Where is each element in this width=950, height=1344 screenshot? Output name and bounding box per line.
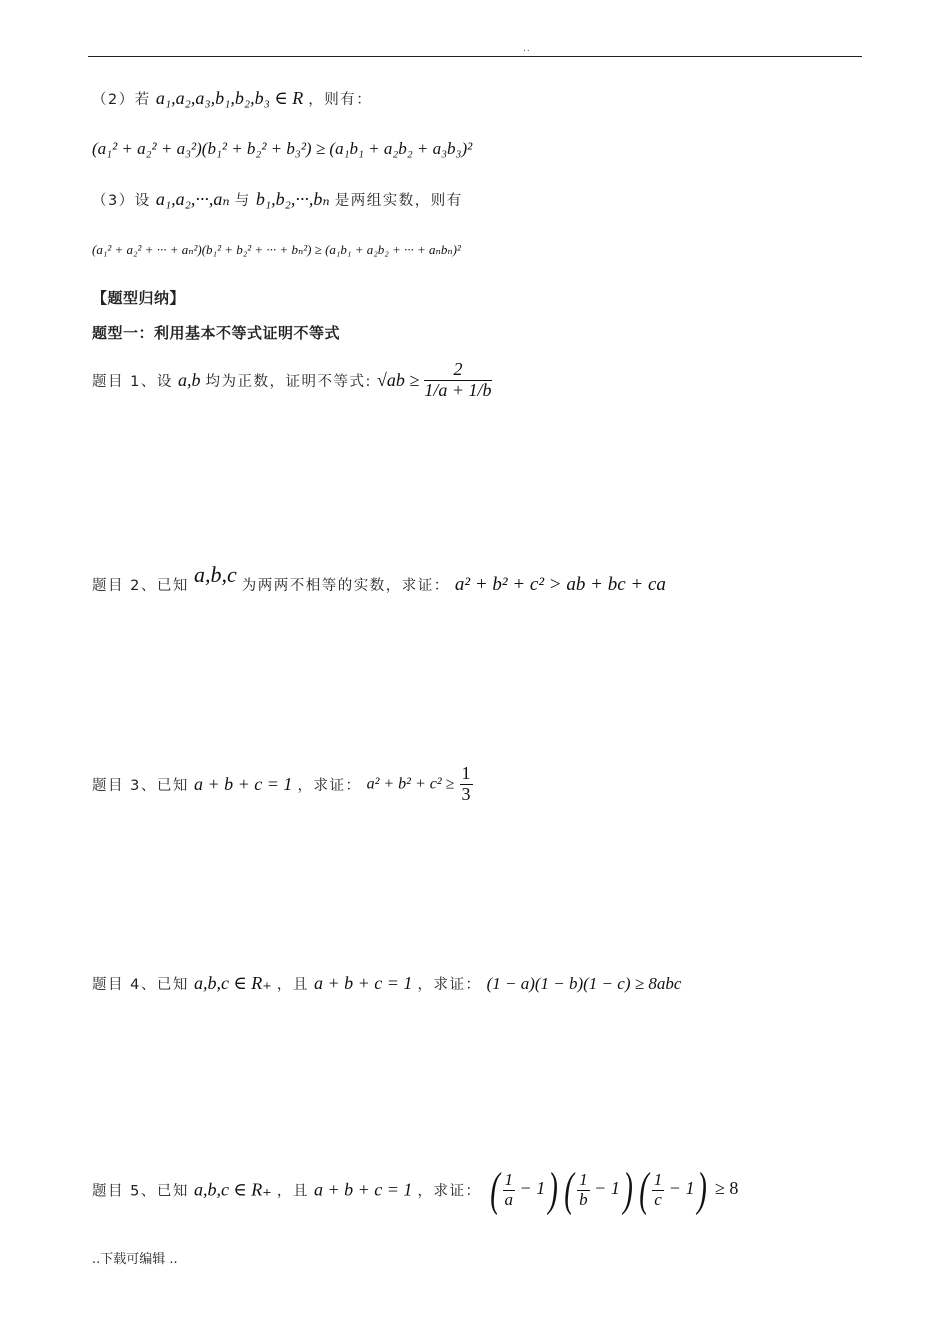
- section-title: 【题型归纳】: [92, 289, 186, 307]
- problem-3-label: 题目 3、已知: [92, 777, 189, 794]
- item-3-mid: 与: [234, 193, 251, 209]
- problem-2-condition: a,b,c: [193, 562, 237, 587]
- problem-3-fraction: [460, 764, 473, 805]
- problem-1-fraction: [424, 360, 491, 401]
- problem-1-label: 题目 1、设: [92, 373, 173, 390]
- problem-3-claim-left: a² + b² + c² ≥: [366, 775, 455, 793]
- problem-5-label: 题目 5、已知: [92, 1183, 189, 1200]
- problem-2-claim: a² + b² + c² > ab + bc + ca: [454, 574, 666, 595]
- item-2-prefix: （2）若: [92, 92, 151, 108]
- item-3-inequality: (a₁² + a₂² + ··· + aₙ²)(b₁² + b₂² + ··· + bₙ²) ≥ (a₁b₁ + a₂b₂ + ··· + aₙbₙ)²: [92, 242, 461, 257]
- problem-4-condition-2: a + b + c = 1: [313, 973, 413, 993]
- problem-2: [92, 562, 666, 596]
- item-3-line: [92, 189, 463, 210]
- item-3-suffix: 是两组实数，则有: [334, 193, 463, 209]
- problem-1-denominator: 1/a + 1/b: [424, 379, 492, 400]
- problem-4-condition: a,b,c ∈ R₊: [193, 973, 272, 993]
- problem-5-claim-right: ≥ 8: [714, 1178, 739, 1199]
- item-3-seq-a: a₁,a₂,···,aₙ: [155, 189, 230, 209]
- problem-1: [92, 360, 492, 401]
- item-2-inequality: (a₁² + a₂² + a₃²)(b₁² + b₂² + b₃²) ≥ (a₁b₁ + a₂b₂ + a₃b₃)²: [92, 139, 473, 158]
- problem-3: [92, 764, 473, 805]
- item-3-prefix: （3）设: [92, 193, 151, 209]
- problem-2-text: 为两两不相等的实数，求证：: [241, 578, 450, 594]
- problem-4: [92, 973, 681, 994]
- problem-5-text-2: ，求证：: [417, 1183, 482, 1200]
- problem-4-text-2: ，求证：: [417, 977, 482, 993]
- problem-5-condition: a,b,c ∈ R₊: [193, 1179, 272, 1200]
- problem-1-claim-left: √ab ≥: [377, 369, 420, 390]
- problem-1-text: 均为正数，证明不等式:: [205, 373, 372, 390]
- problem-4-claim: (1 − a)(1 − b)(1 − c) ≥ 8abc: [486, 974, 682, 993]
- section-type-1: 题型一：利用基本不等式证明不等式: [92, 324, 341, 342]
- problem-5-claim: ( $\frac{1}{a}$ − 1) ( $\frac{1}{b}$ − 1) ( $\frac{1}{c}$ − 1) ≥ 8: [489, 1163, 739, 1216]
- header-dots: ..: [523, 44, 531, 54]
- problem-4-label: 题目 4、已知: [92, 977, 189, 993]
- header-rule: [88, 56, 862, 57]
- item-2-condition: a₁,a₂,a₃,b₁,b₂,b₃ ∈ R: [155, 88, 304, 108]
- problem-3-numerator: 1: [461, 763, 471, 783]
- problem-3-text: ，求证：: [297, 777, 362, 794]
- problem-1-condition: a,b: [177, 369, 201, 390]
- item-2-line: [92, 88, 372, 109]
- problem-5: [92, 1163, 739, 1216]
- footer-text: ..下载可编辑 ..: [92, 1252, 178, 1267]
- problem-3-condition: a + b + c = 1: [193, 773, 293, 794]
- item-3-seq-b: b₁,b₂,···,bₙ: [255, 189, 330, 209]
- item-2-suffix: ，则有：: [308, 92, 373, 108]
- problem-3-denominator: 3: [461, 783, 471, 804]
- problem-1-numerator: 2: [424, 360, 491, 381]
- problem-4-text: ，且: [276, 977, 309, 993]
- problem-2-label: 题目 2、已知: [92, 578, 189, 594]
- problem-5-text: ，且: [276, 1183, 309, 1200]
- problem-5-condition-2: a + b + c = 1: [313, 1179, 413, 1200]
